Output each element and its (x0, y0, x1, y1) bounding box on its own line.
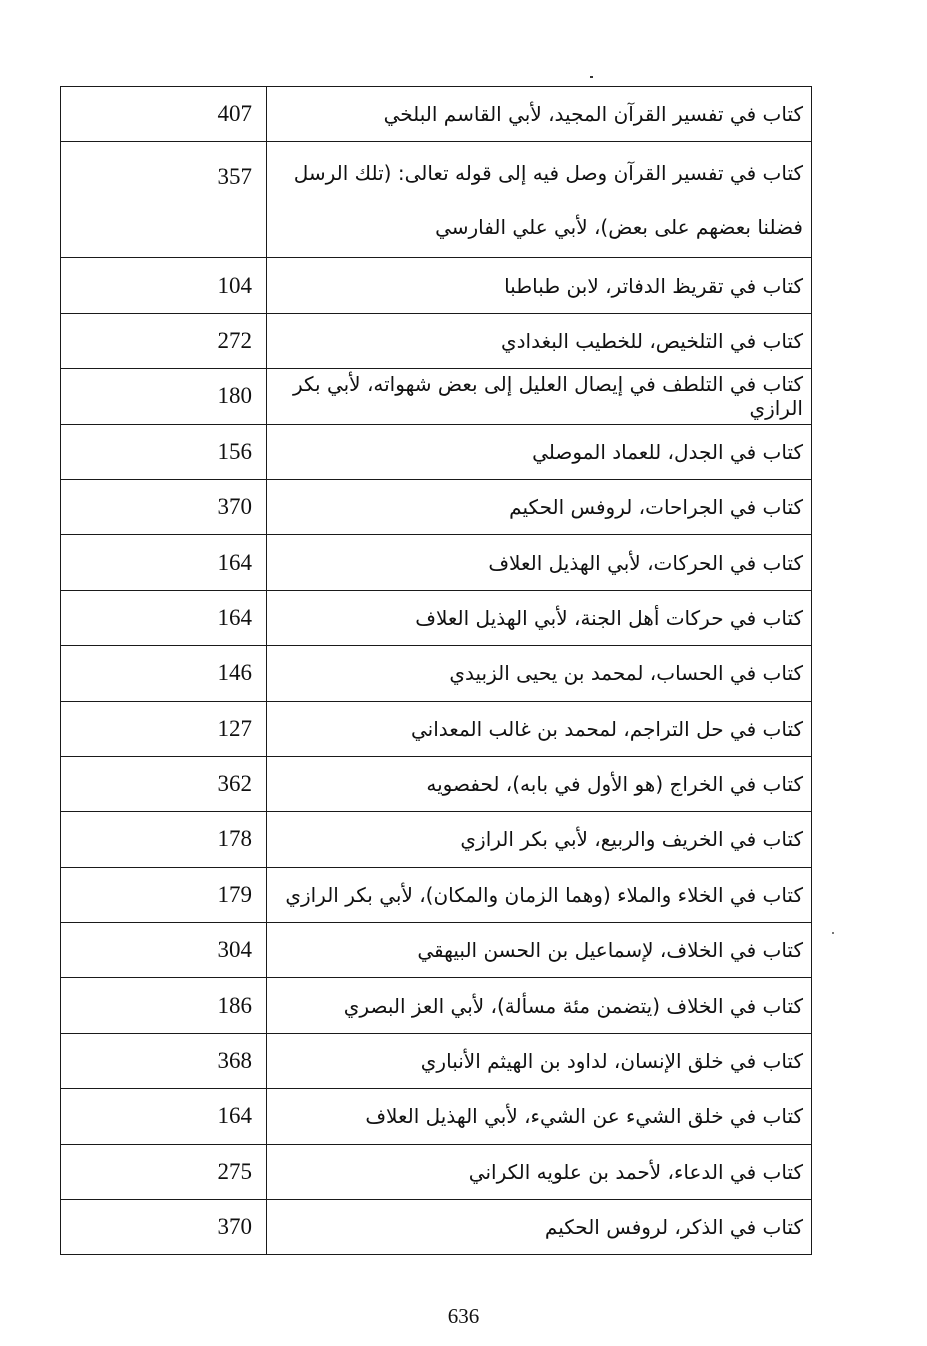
book-title: كتاب في الجراحات، لروفس الحكيم (267, 479, 812, 534)
book-title: كتاب في الدعاء، لأحمد بن علويه الكراني (267, 1144, 812, 1199)
page-ref: 164 (61, 535, 267, 590)
book-title: كتاب في الذكر، لروفس الحكيم (267, 1200, 812, 1255)
page-ref: 362 (61, 756, 267, 811)
page-ref: 304 (61, 923, 267, 978)
book-title: كتاب في الحركات، لأبي الهذيل العلاف (267, 535, 812, 590)
page-ref: 272 (61, 313, 267, 368)
table-row (61, 1200, 812, 1255)
table-row (61, 535, 812, 590)
book-title: كتاب في الحساب، لمحمد بن يحيى الزبيدي (267, 646, 812, 701)
page-ref: 357 (61, 142, 267, 258)
table-row (61, 258, 812, 313)
book-title: كتاب في خلق الشيء عن الشيء، لأبي الهذيل العلاف (267, 1089, 812, 1144)
page-ref: 368 (61, 1033, 267, 1088)
table-row (61, 646, 812, 701)
page-ref: 370 (61, 1200, 267, 1255)
table-row (61, 923, 812, 978)
table-row (61, 867, 812, 922)
book-title: كتاب في حل التراجم، لمحمد بن غالب المعداني (267, 701, 812, 756)
page-ref: 104 (61, 258, 267, 313)
table-row (61, 1089, 812, 1144)
table-row (61, 313, 812, 368)
page-ref: 164 (61, 1089, 267, 1144)
page-ref: 275 (61, 1144, 267, 1199)
book-title: كتاب في الخلاف (يتضمن مئة مسألة)، لأبي العز البصري (267, 978, 812, 1033)
page-ref: 146 (61, 646, 267, 701)
table-row (61, 479, 812, 534)
table-row (61, 978, 812, 1033)
table-row (61, 1033, 812, 1088)
book-title: كتاب في التلطف في إيصال العليل إلى بعض شهواته، لأبي بكر الرازي (267, 369, 812, 424)
page-ref: 186 (61, 978, 267, 1033)
page-ref: 164 (61, 590, 267, 645)
page-ref: 179 (61, 867, 267, 922)
table-row (61, 756, 812, 811)
page-ref: 370 (61, 479, 267, 534)
index-table (60, 86, 812, 1255)
stray-dot (590, 76, 593, 78)
table-row (61, 812, 812, 867)
page-ref: 178 (61, 812, 267, 867)
page-ref: 156 (61, 424, 267, 479)
book-title: كتاب في تفسير القرآن وصل فيه إلى قوله تعالى: (تلك الرسل فضلنا بعضهم على بعض)، لأبي علي الفارسي (267, 142, 812, 258)
book-title: كتاب في تقريظ الدفاتر، لابن طباطبا (267, 258, 812, 313)
page-number: 636 (447, 1304, 480, 1328)
book-title: كتاب في الخراج (هو الأول في بابه)، لحفصويه (267, 756, 812, 811)
table-row (61, 142, 812, 258)
stray-dot (832, 932, 834, 934)
table-row (61, 424, 812, 479)
book-title: كتاب في خلق الإنسان، لداود بن الهيثم الأنباري (267, 1033, 812, 1088)
book-title: كتاب في التلخيص، للخطيب البغدادي (267, 313, 812, 368)
page-ref: 407 (61, 87, 267, 142)
page-ref: 127 (61, 701, 267, 756)
table-row (61, 1144, 812, 1199)
book-title: كتاب في تفسير القرآن المجيد، لأبي القاسم البلخي (267, 87, 812, 142)
book-title: كتاب في الخلاف، لإسماعيل بن الحسن البيهقي (267, 923, 812, 978)
table-row (61, 701, 812, 756)
book-title: كتاب في الخريف والربيع، لأبي بكر الرازي (267, 812, 812, 867)
book-title: كتاب في الجدل، للعماد الموصلي (267, 424, 812, 479)
book-title: كتاب في حركات أهل الجنة، لأبي الهذيل العلاف (267, 590, 812, 645)
table-row (61, 590, 812, 645)
page-ref: 180 (61, 369, 267, 424)
table-row (61, 369, 812, 424)
book-title: كتاب في الخلاء والملاء (وهما الزمان والمكان)، لأبي بكر الرازي (267, 867, 812, 922)
table-row (61, 87, 812, 142)
